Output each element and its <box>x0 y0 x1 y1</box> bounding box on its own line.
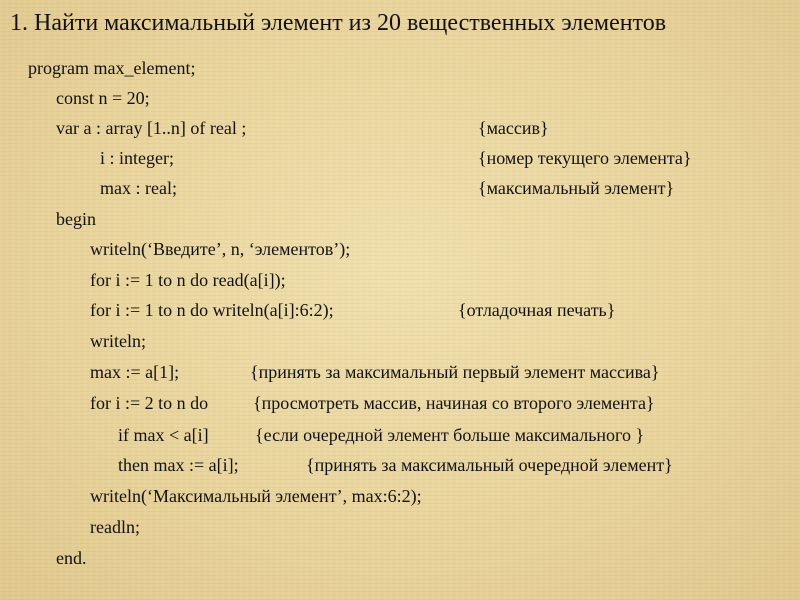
code-line-debug-loop: for i := 1 to n do writeln(a[i]:6:2); <box>90 300 334 320</box>
code-line-writeln-prompt: writeln(‘Введите’, n, ‘элементов’); <box>90 239 351 259</box>
code-line-writeln: writeln; <box>90 331 146 351</box>
comment-then: {принять за максимальный очередной элемент} <box>306 455 673 475</box>
comment-debug: {отладочная печать} <box>458 300 616 320</box>
comment-if: {если очередной элемент больше максимального } <box>255 425 645 445</box>
code-line-if: if max < a[i] <box>118 425 209 445</box>
comment-search-loop: {просмотреть массив, начиная со второго элемента} <box>253 393 655 413</box>
code-line-var-i: i : integer; <box>100 148 174 168</box>
code-line-read-loop: for i := 1 to n do read(a[i]); <box>90 270 286 290</box>
code-line-var-max: max : real; <box>100 178 177 198</box>
code-line-begin: begin <box>56 209 96 229</box>
code-line-program: program max_element; <box>28 58 196 78</box>
comment-max: {максимальный элемент} <box>478 178 675 198</box>
code-line-end: end. <box>56 548 87 568</box>
slide-title: 1. Найти максимальный элемент из 20 вещественных элементов <box>10 10 667 36</box>
code-line-const: const n = 20; <box>56 88 150 108</box>
comment-index: {номер текущего элемента} <box>478 148 692 168</box>
code-line-var-a: var a : array [1..n] of real ; <box>56 118 247 138</box>
comment-array: {массив} <box>478 118 549 138</box>
comment-max-init: {принять за максимальный первый элемент массива} <box>250 362 660 382</box>
code-line-then: then max := a[i]; <box>118 455 239 475</box>
code-line-max-init: max := a[1]; <box>90 362 180 382</box>
code-line-search-loop: for i := 2 to n do <box>90 393 209 413</box>
code-line-writeln-result: writeln(‘Максимальный элемент’, max:6:2); <box>90 486 422 506</box>
code-line-readln: readln; <box>90 517 140 537</box>
